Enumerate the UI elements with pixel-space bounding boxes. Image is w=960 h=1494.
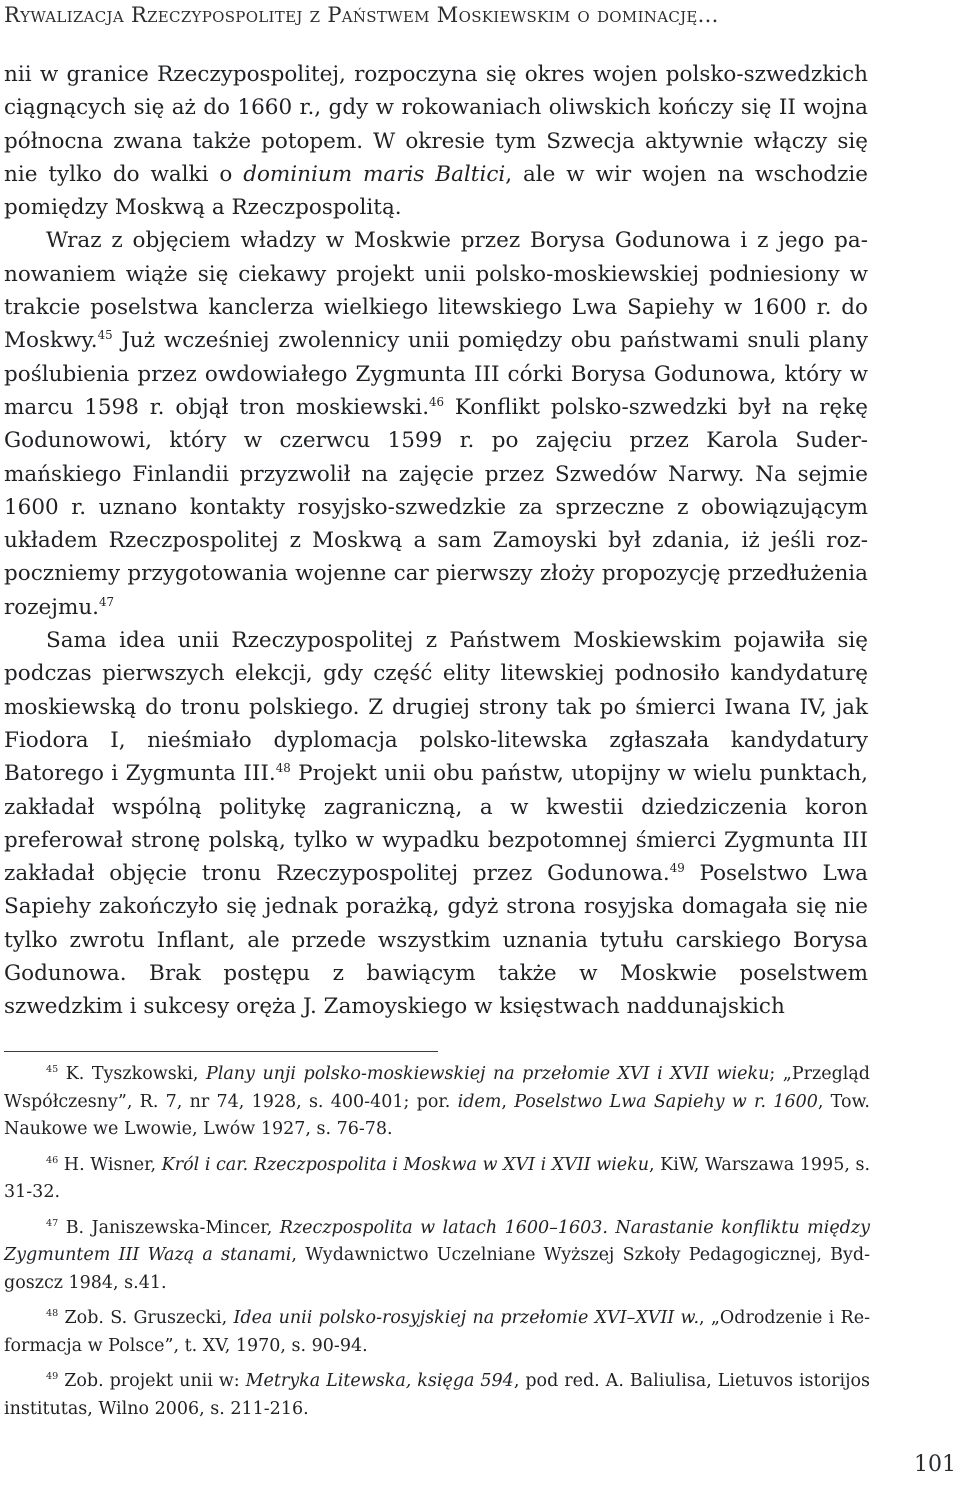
paragraph: [4, 58, 868, 224]
text-run: Projekt unii obu państw, utopijny w wielu punktach, zakładał wspólną politykę zagraniczną, a w kwestii dziedziczenia koron preferował stronę polską, tylko w wypadku bezpotomnej śmierci Zygmunta III zakładał objęcie tronu Rzeczypospolitej przez Godunowa.: [4, 761, 868, 887]
text-run: , Wydawnictwo Uczelniane Wyższej Szkoły Pedagogicznej, Bydgoszcz 1984, s.41.: [4, 1245, 871, 1293]
footnote: [4, 1305, 870, 1360]
text-run: Konflikt polsko-szwedzki był na rękę Godunowowi, który w czerwcu 1599 r. po zajęciu przez Karola Sudermańskiego Finlandii przyzwolił na zajęcie przez Szwedów Narwy. Na sejmie 1600 r. uznano kontakty rosyjsko-szwedzkie za sprzeczne z obowiązującym układem Rzeczpospolitej z Moskwą a sam Zamoyski był zdania, iż jeśli rozpoczniemy przygotowania wojenne car pierwszy złoży propozycję przedłużenia rozejmu.: [4, 394, 869, 620]
text-run: , „Odrodzenie i Reformacja w Polsce”, t. XV, 1970, s. 90-94.: [4, 1308, 870, 1356]
footnote: [4, 1368, 870, 1423]
italic-title: Plany unji polsko-moskiewskiej na przełomie XVI i XVII wieku: [205, 1064, 770, 1084]
footnote-number: 47: [46, 1217, 59, 1229]
text-run: Już wcześniej zwolennicy unii pomiędzy obu państwami snuli plany poślubienia przez owdowiałego Zygmunta III córki Borysa Godunowa, który w marcu 1598 r. objął tron moskiewski.: [4, 328, 868, 420]
footnote-ref: 49: [669, 860, 685, 875]
footnote-ref: 48: [275, 761, 291, 776]
main-text: [4, 58, 868, 1024]
footnote-number: 48: [46, 1308, 59, 1320]
italic-title: Król i car. Rzeczpospolita i Moskwa w XVI i XVII wieku: [161, 1154, 650, 1175]
italic-phrase: dominium maris Baltici: [243, 161, 506, 187]
text-run: K. Tyszkowski,: [58, 1064, 206, 1084]
running-header: Rywalizacja Rzeczypospolitej z Państwem Moskiewskim o dominację...: [4, 3, 719, 27]
footnote: [4, 1215, 870, 1298]
footnote-ref: 47: [99, 594, 115, 609]
text-run: H. Wisner,: [58, 1154, 162, 1175]
text-run: Sama idea unii Rzeczypospolitej z Państwem Moskiewskim pojawiła się podczas pierwszych elekcji, gdy część elity litewskiej podnosiło kandydaturę moskiewską do tronu polskiego. Z drugiej strony tak po śmierci Iwana IV, jak Fiodora I, nieśmiało dyplomacja polsko-litewska zgłaszała kandydatury Batorego i Zygmunta III.: [4, 628, 868, 787]
paragraph: [4, 624, 868, 1024]
footnote-ref: 45: [97, 328, 113, 343]
italic-title: Metryka Litewska, księga 594: [245, 1371, 514, 1391]
footnote-number: 46: [46, 1154, 59, 1166]
italic-title: Idea unii polsko-rosyjskiej na przełomie XVI–XVII w.: [233, 1308, 700, 1328]
italic-title: Poselstwo Lwa Sapiehy w r. 1600: [514, 1091, 818, 1112]
text-run: nii w granice Rzeczypospolitej, rozpoczyna się okres wojen polsko-szwedzkich ciągnących się aż do 1660 r., gdy w rokowaniach oliwskich kończy się II wojna północna zwana także potopem. W okresie tym Szwecja aktywnie włączy się nie tylko do walki o: [4, 62, 868, 187]
text-run: Wraz z objęciem władzy w Moskwie przez Borysa Godunowa i z jego panowaniem wiąże się ciekawy projekt unii polsko-moskiewskiej podniesiony w trakcie poselstwa kanclerza wielkiego litewskiego Lwa Sapiehy w 1600 r. do Moskwy.: [4, 228, 868, 354]
page-number: 101: [914, 1452, 956, 1477]
text-run: , KiW, Warszawa 1995, s. 31-32.: [4, 1154, 871, 1202]
footnote: [4, 1152, 870, 1207]
text-run: Zob. S. Gruszecki,: [58, 1308, 234, 1328]
footnotes: [4, 1061, 870, 1431]
text-run: , pod red. A. Baliulisa, Lietuvos istorijos institutas, Wilno 2006, s. 211-216.: [4, 1371, 871, 1419]
italic-title: Rzeczpospolita w latach 1600–1603. Narastanie konfliktu między Zygmuntem III Wazą a stanami: [4, 1217, 870, 1265]
text-run: , Tow. Naukowe we Lwowie, Lwów 1927, s. 76-78.: [4, 1091, 870, 1139]
text-run: , ale w wir wojen na wschodzie pomiędzy Moskwą a Rzeczpospolitą.: [4, 161, 868, 221]
text-run: Poselstwo Lwa Sapiehy zakończyło się jednak porażką, gdyż strona rosyjska domagała się nie tylko zwrotu Inflant, ale przede wszystkim uznania tytułu carskiego Borysa Godunowa. Brak postępu z bawiącym także w Moskwie poselstwem szwedzkim i sukcesy oręża J. Zamoyskiego w księstwach naddunajskich: [4, 861, 868, 1020]
italic-phrase: idem: [457, 1091, 502, 1112]
footnote: [4, 1061, 870, 1144]
footnote-number: 49: [46, 1371, 59, 1383]
text-run: ,: [501, 1091, 515, 1112]
footnote-separator: [4, 1051, 438, 1052]
text-run: ; „Przegląd Współczesny”, R. 7, nr 74, 1928, s. 400-401; por.: [4, 1064, 870, 1112]
paragraph: [4, 224, 868, 624]
text-run: B. Janiszewska-Mincer,: [58, 1217, 280, 1238]
footnote-number: 45: [46, 1064, 59, 1076]
footnote-ref: 46: [429, 394, 445, 409]
text-run: Zob. projekt unii w:: [58, 1371, 246, 1391]
